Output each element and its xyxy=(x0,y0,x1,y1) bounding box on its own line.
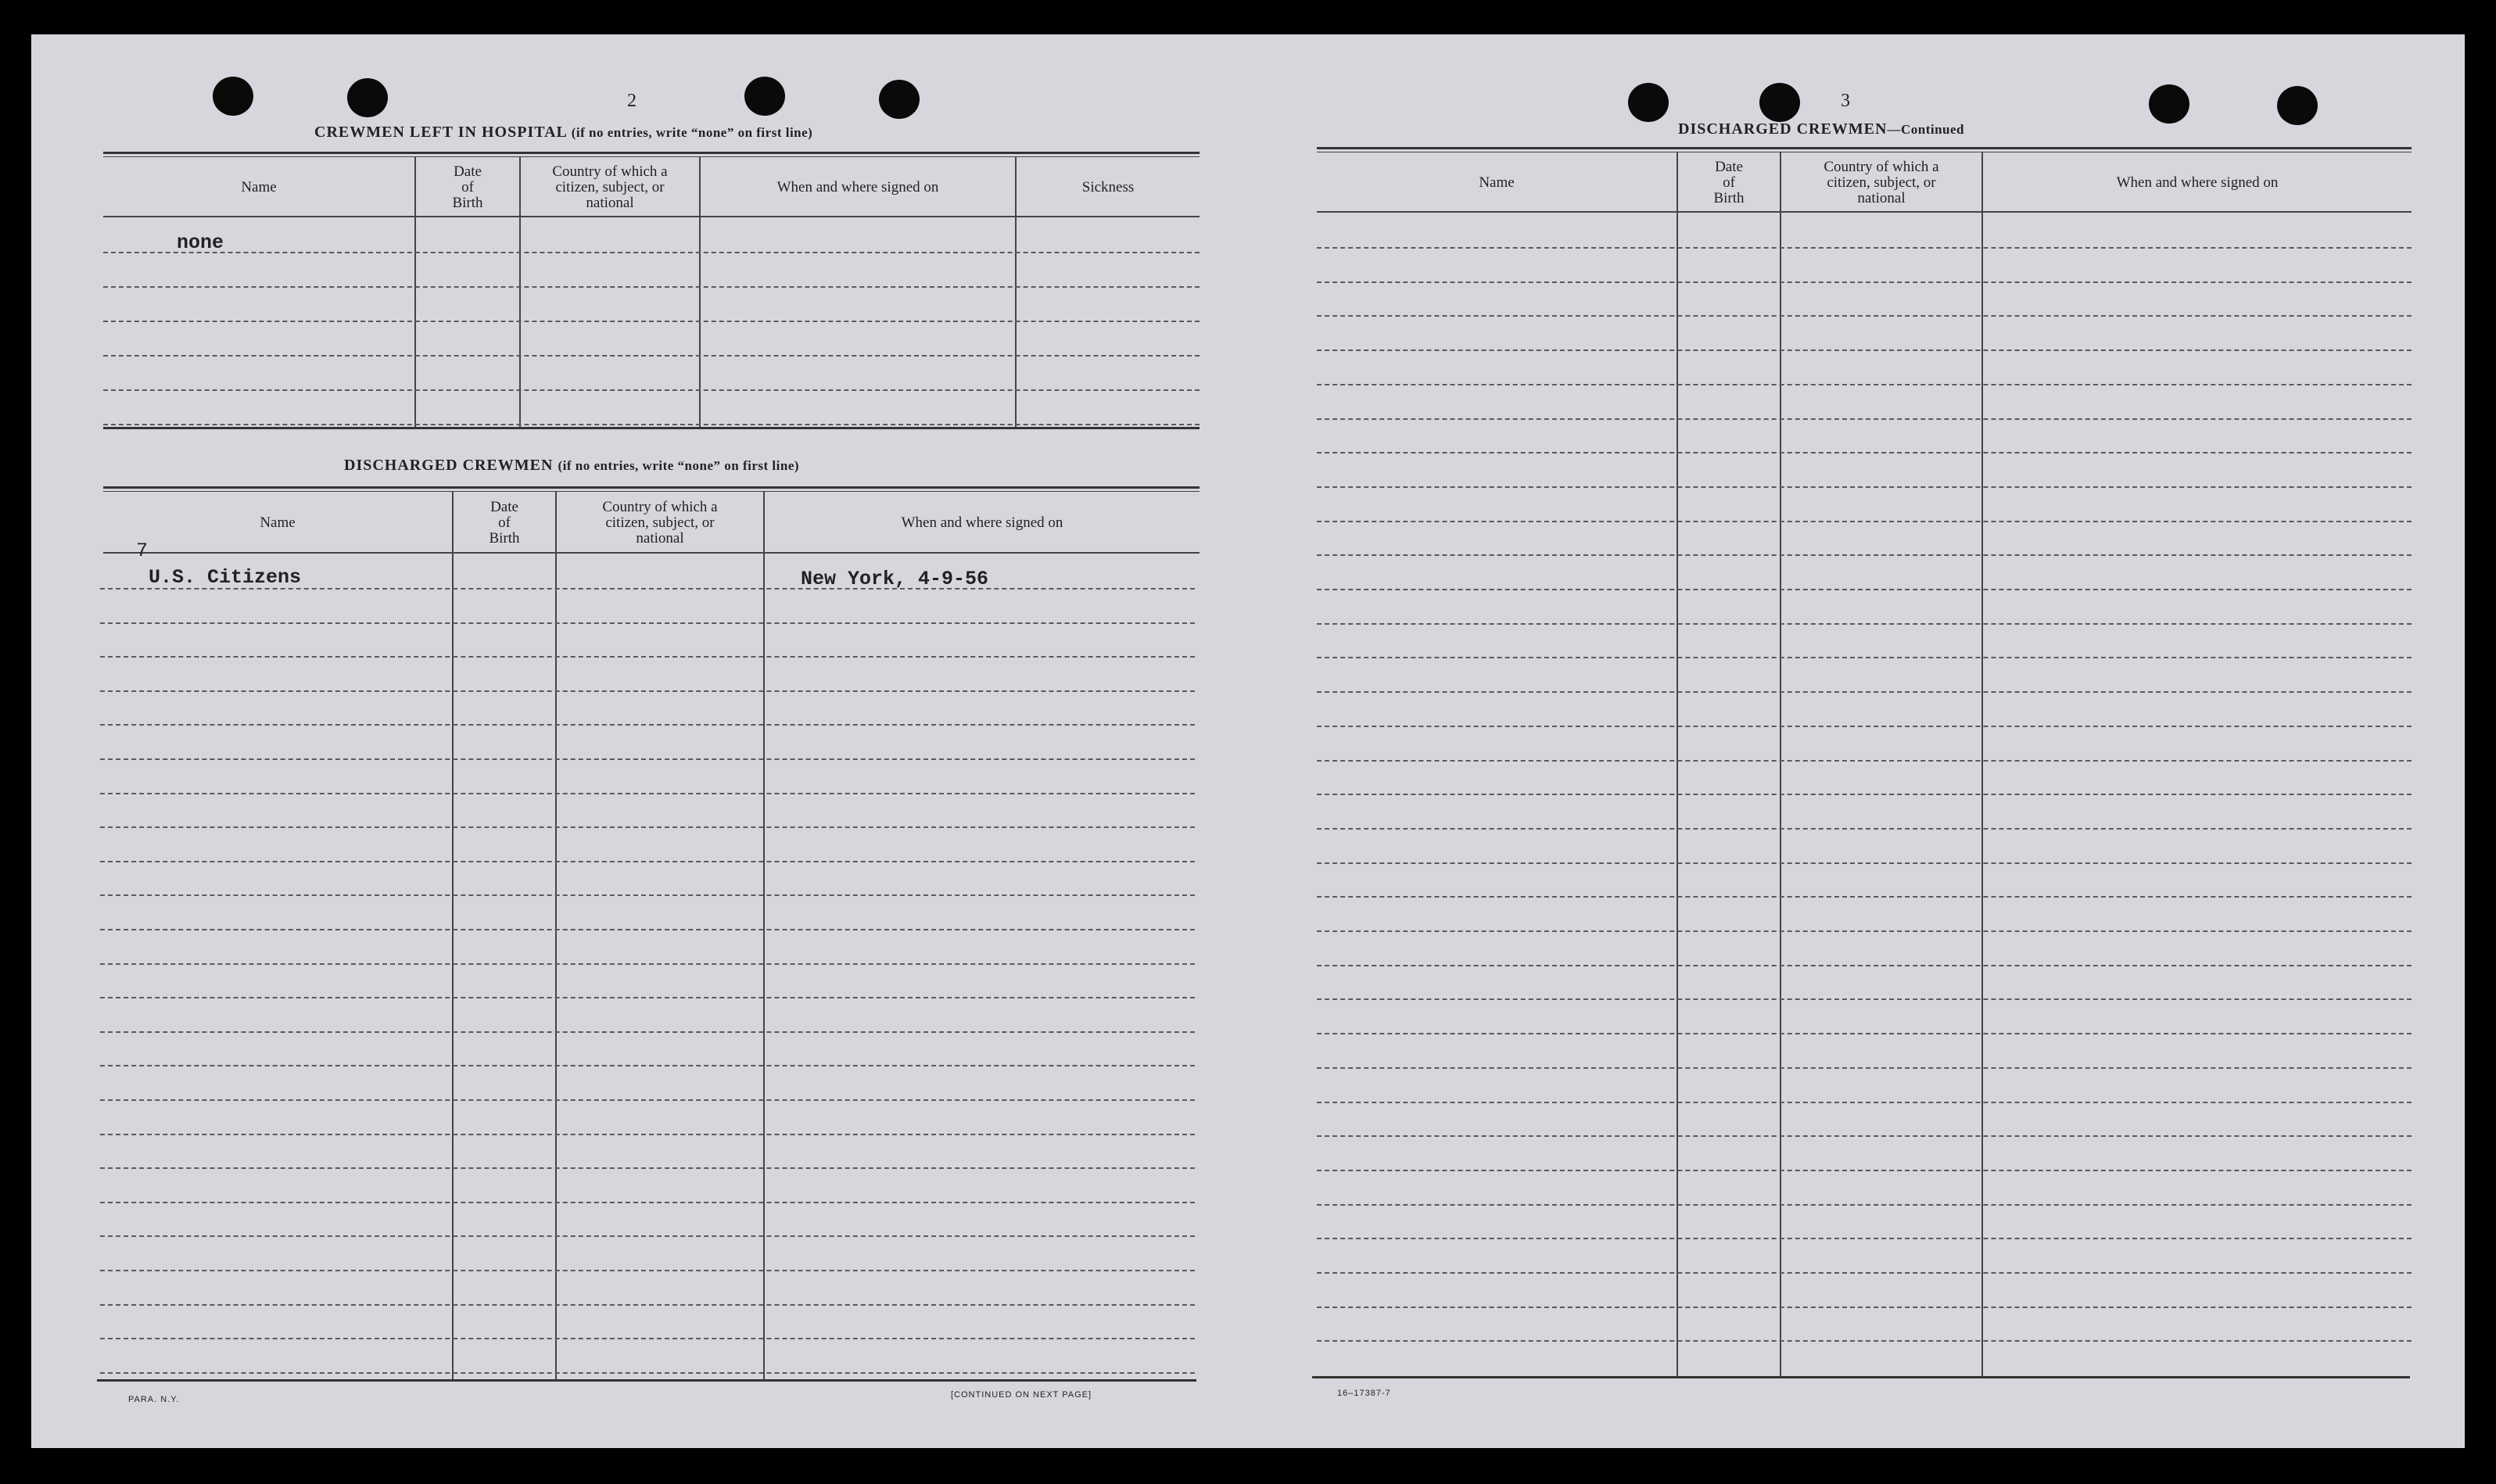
right-header-bottom-rule xyxy=(1317,211,2412,213)
ruled-line xyxy=(100,1202,1195,1203)
ruled-line xyxy=(1317,691,2412,693)
ruled-line xyxy=(1317,247,2412,249)
ruled-line xyxy=(1317,1307,2412,1308)
discharged-section-title xyxy=(344,457,799,475)
ruled-line xyxy=(1317,1340,2412,1342)
discharged-header-bottom-rule xyxy=(103,552,1200,554)
hospital-col-sickness: Sickness xyxy=(1081,179,1135,195)
ruled-line xyxy=(100,1099,1195,1101)
footer-printer: PARA. N.Y. xyxy=(128,1395,180,1404)
discharged-col-dob: Date of Birth xyxy=(489,499,520,547)
ruled-line xyxy=(1317,1238,2412,1239)
ruled-line xyxy=(1317,486,2412,488)
ruled-line xyxy=(100,1134,1195,1135)
ruled-line xyxy=(1317,1170,2412,1171)
document-sheet xyxy=(31,34,2465,1448)
ruled-line xyxy=(100,724,1195,726)
hospital-entry-none: none xyxy=(177,231,224,254)
ruled-line xyxy=(1317,315,2412,317)
discharged-col-divider xyxy=(555,491,557,1379)
ruled-line xyxy=(100,997,1195,998)
right-col-country: Country of which a citizen, subject, or national xyxy=(1824,159,1939,206)
punch-hole xyxy=(2149,84,2189,124)
ruled-line xyxy=(1317,1033,2412,1034)
discharged-col-name: Name xyxy=(260,514,296,531)
right-section-title xyxy=(1678,120,1964,138)
ruled-line xyxy=(1317,930,2412,932)
footer-form-code: 16–17387-7 xyxy=(1337,1389,1391,1398)
ruled-line xyxy=(100,656,1195,658)
ruled-line xyxy=(1317,554,2412,556)
ruled-line xyxy=(100,622,1195,624)
ruled-line xyxy=(1317,760,2412,762)
ruled-line xyxy=(1317,965,2412,966)
hospital-col-signed: When and where signed on xyxy=(776,179,939,195)
right-col-name: Name xyxy=(1479,174,1515,191)
ruled-line xyxy=(103,321,1200,322)
punch-hole xyxy=(213,77,253,116)
punch-hole xyxy=(1628,83,1669,122)
ruled-line xyxy=(100,793,1195,794)
ruled-line xyxy=(100,1338,1195,1339)
ruled-line xyxy=(1317,281,2412,283)
discharged-table-bottom-rule xyxy=(97,1379,1196,1382)
punch-hole xyxy=(347,78,388,117)
discharged-title-note: (if no entries, write “none” on first line) xyxy=(558,458,800,473)
punch-hole xyxy=(2277,86,2318,125)
ruled-line xyxy=(1317,794,2412,795)
ruled-line xyxy=(100,690,1195,692)
ruled-line xyxy=(100,1167,1195,1169)
ruled-line xyxy=(103,389,1200,391)
right-table-top-rule xyxy=(1317,147,2412,149)
ruled-line xyxy=(1317,452,2412,453)
ruled-line xyxy=(1317,589,2412,590)
punch-hole xyxy=(879,80,920,119)
ruled-line xyxy=(1317,1204,2412,1206)
page-number-right: 3 xyxy=(1841,91,1850,111)
right-title-suffix: —Continued xyxy=(1887,122,1964,137)
hospital-section-title xyxy=(314,124,812,142)
ruled-line xyxy=(1317,384,2412,385)
hospital-col-name: Name xyxy=(241,179,277,195)
discharged-col-country: Country of which a citizen, subject, or national xyxy=(602,499,718,547)
ruled-line xyxy=(1317,1272,2412,1274)
ruled-line xyxy=(1317,657,2412,658)
ruled-line xyxy=(100,963,1195,965)
discharged-table-top-rule xyxy=(103,486,1200,489)
hospital-table-top-rule xyxy=(103,152,1200,154)
page-number-left: 2 xyxy=(627,91,637,111)
ruled-line xyxy=(100,1235,1195,1237)
ruled-line xyxy=(1317,1102,2412,1103)
hospital-col-country: Country of which a citizen, subject, or national xyxy=(552,163,668,211)
ruled-line xyxy=(103,286,1200,288)
ruled-line xyxy=(100,758,1195,760)
ruled-line xyxy=(1317,1135,2412,1137)
discharged-col-divider xyxy=(763,491,765,1379)
right-col-divider xyxy=(1677,152,1678,1376)
ruled-line xyxy=(103,424,1200,425)
discharged-entry-signed: New York, 4-9-56 xyxy=(801,568,989,590)
ruled-line xyxy=(100,1372,1195,1374)
right-col-dob: Date of Birth xyxy=(1713,159,1745,206)
ruled-line xyxy=(100,861,1195,862)
hospital-title-note: (if no entries, write “none” on first line) xyxy=(571,125,813,140)
ruled-line xyxy=(1317,828,2412,830)
punch-hole xyxy=(744,77,785,116)
ruled-line xyxy=(1317,862,2412,864)
discharged-count-correction: 7 xyxy=(136,539,149,562)
ruled-line xyxy=(1317,521,2412,522)
hospital-title-text: CREWMEN LEFT IN HOSPITAL xyxy=(314,124,567,141)
hospital-col-dob: Date of Birth xyxy=(452,163,483,211)
discharged-entry-name: U.S. Citizens xyxy=(149,566,302,589)
ruled-line xyxy=(1317,1067,2412,1069)
ruled-line xyxy=(1317,418,2412,420)
discharged-title-text: DISCHARGED CREWMEN xyxy=(344,457,554,474)
right-col-signed: When and where signed on xyxy=(2116,174,2279,191)
ruled-line xyxy=(1317,623,2412,625)
hospital-header-bottom-rule xyxy=(103,216,1200,217)
right-col-divider xyxy=(1780,152,1781,1376)
ruled-line xyxy=(103,355,1200,357)
ruled-line xyxy=(1317,998,2412,1000)
discharged-col-signed: When and where signed on xyxy=(901,514,1063,531)
ruled-line xyxy=(100,1031,1195,1033)
right-title-text: DISCHARGED CREWMEN xyxy=(1678,120,1888,138)
ruled-line xyxy=(100,894,1195,896)
hospital-table-top-rule-2 xyxy=(103,156,1200,157)
discharged-table-top-rule-2 xyxy=(103,491,1200,492)
punch-hole xyxy=(1759,83,1800,122)
ruled-line xyxy=(100,1304,1195,1306)
right-col-divider xyxy=(1981,152,1983,1376)
ruled-line xyxy=(1317,896,2412,898)
discharged-col-divider xyxy=(452,491,454,1379)
footer-continued: [CONTINUED ON NEXT PAGE] xyxy=(951,1390,1092,1400)
ruled-line xyxy=(100,1065,1195,1066)
hospital-table-bottom-rule xyxy=(103,427,1200,429)
ruled-line xyxy=(100,1270,1195,1271)
ruled-line xyxy=(103,252,1200,253)
ruled-line xyxy=(100,929,1195,930)
ruled-line xyxy=(1317,726,2412,727)
right-table-bottom-rule xyxy=(1312,1376,2410,1378)
ruled-line xyxy=(1317,349,2412,351)
ruled-line xyxy=(100,826,1195,828)
